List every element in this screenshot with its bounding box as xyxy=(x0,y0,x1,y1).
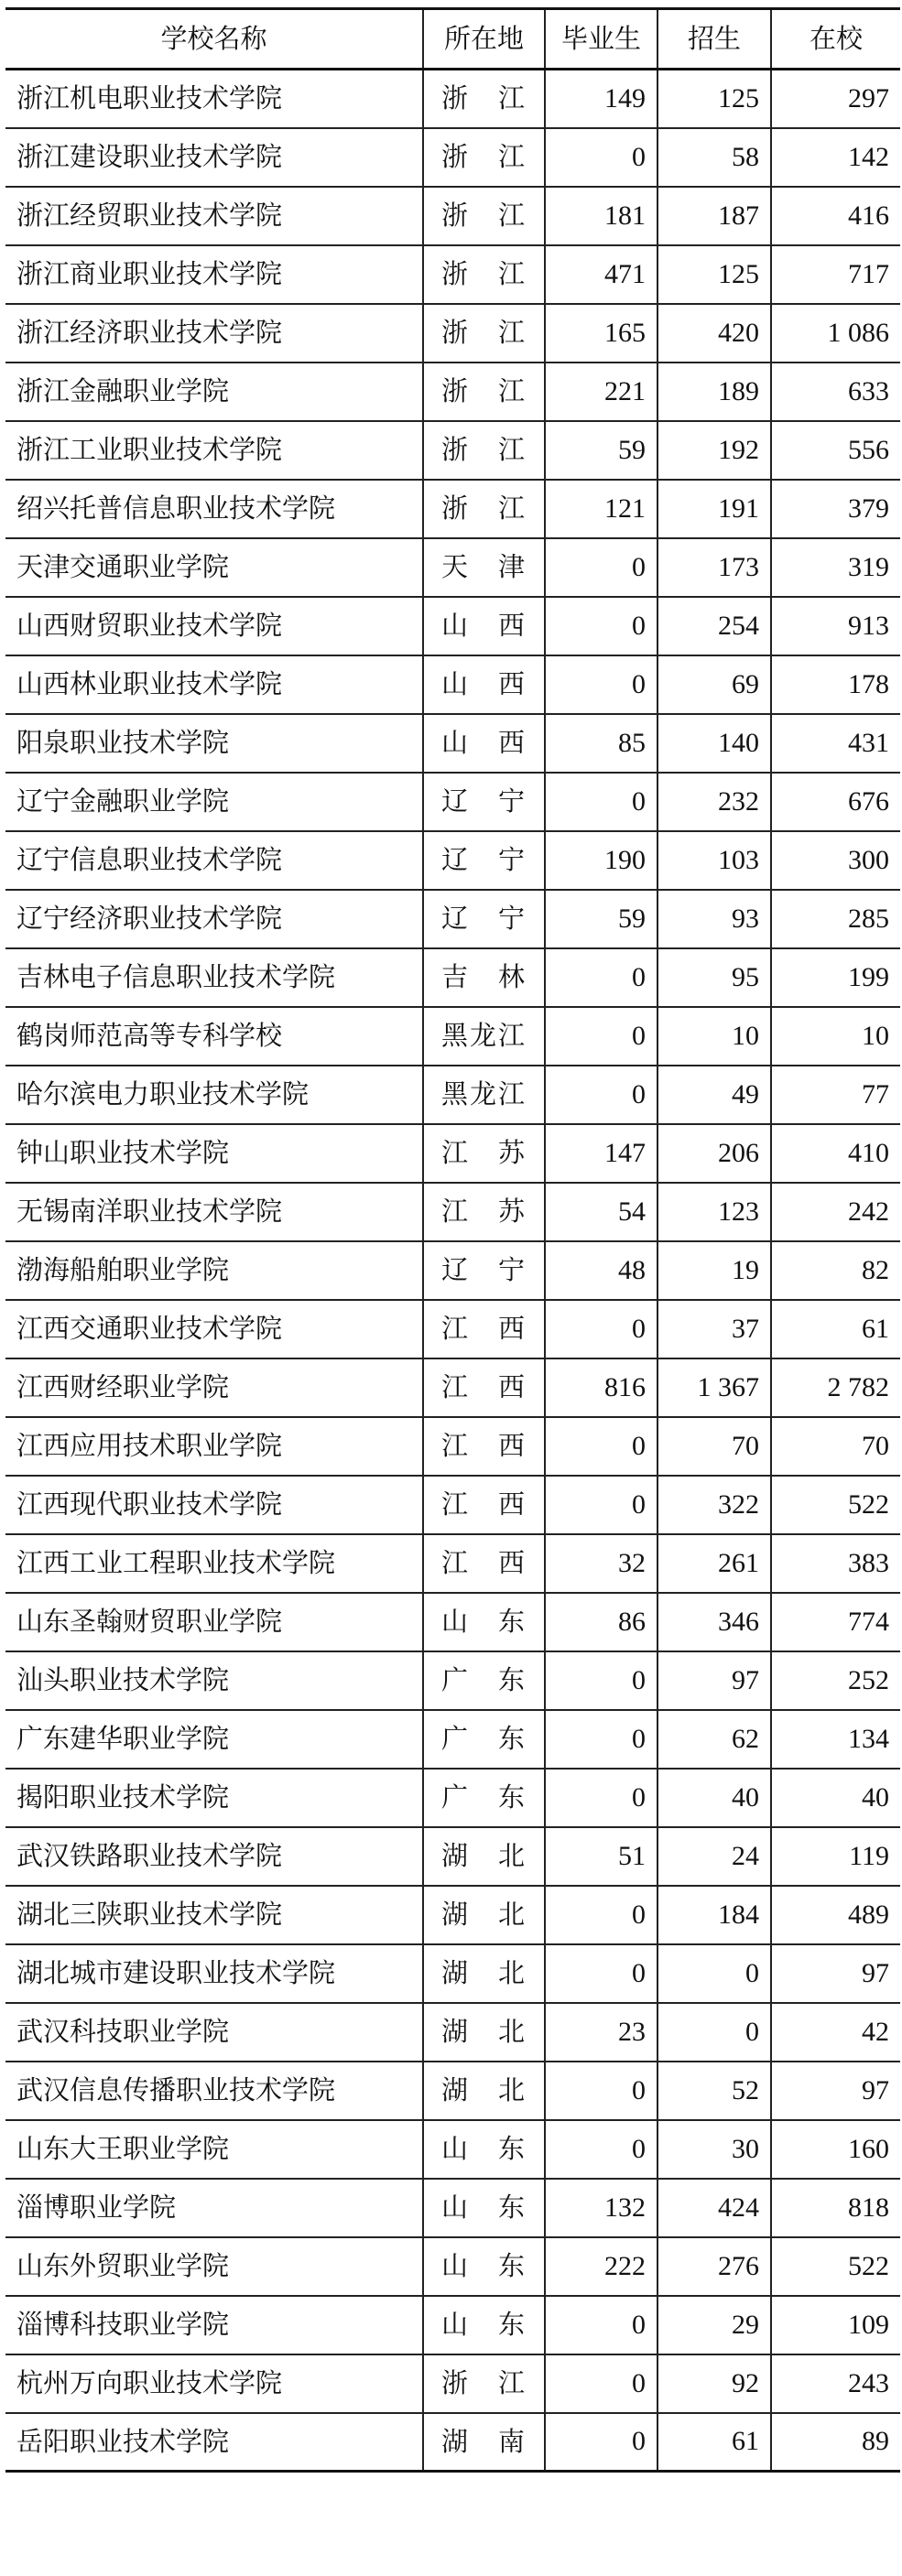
school-name-cell: 哈尔滨电力职业技术学院 xyxy=(5,1066,423,1124)
location-cell: 湖 南 xyxy=(423,2413,545,2472)
graduates-cell: 0 xyxy=(545,1066,657,1124)
in-school-cell: 410 xyxy=(771,1124,900,1183)
enrollment-cell: 189 xyxy=(657,363,771,421)
enrollment-cell: 125 xyxy=(657,70,771,128)
table-row xyxy=(5,1886,900,1944)
in-school-cell: 242 xyxy=(771,1183,900,1241)
location-cell: 辽 宁 xyxy=(423,1241,545,1300)
graduates-cell: 86 xyxy=(545,1593,657,1651)
enrollment-cell: 0 xyxy=(657,2003,771,2062)
graduates-cell: 0 xyxy=(545,1710,657,1769)
school-name-cell: 吉林电子信息职业技术学院 xyxy=(5,948,423,1007)
graduates-cell: 48 xyxy=(545,1241,657,1300)
school-name-cell: 浙江商业职业技术学院 xyxy=(5,245,423,304)
location-cell: 山 东 xyxy=(423,2120,545,2179)
table-row xyxy=(5,304,900,363)
table-row xyxy=(5,1769,900,1827)
graduates-cell: 0 xyxy=(545,1007,657,1066)
in-school-cell: 178 xyxy=(771,655,900,714)
table-row xyxy=(5,2179,900,2237)
in-school-cell: 1 086 xyxy=(771,304,900,363)
table-row xyxy=(5,421,900,480)
graduates-cell: 0 xyxy=(545,2296,657,2354)
graduates-cell: 0 xyxy=(545,1769,657,1827)
graduates-cell: 0 xyxy=(545,773,657,831)
graduates-cell: 0 xyxy=(545,655,657,714)
in-school-cell: 243 xyxy=(771,2354,900,2413)
in-school-cell: 42 xyxy=(771,2003,900,2062)
in-school-cell: 252 xyxy=(771,1651,900,1710)
in-school-cell: 40 xyxy=(771,1769,900,1827)
enrollment-cell: 191 xyxy=(657,480,771,538)
school-name-cell: 辽宁信息职业技术学院 xyxy=(5,831,423,890)
school-name-cell: 阳泉职业技术学院 xyxy=(5,714,423,773)
in-school-cell: 416 xyxy=(771,187,900,245)
table-row xyxy=(5,1534,900,1593)
graduates-cell: 0 xyxy=(545,2413,657,2472)
location-cell: 浙 江 xyxy=(423,245,545,304)
location-cell: 浙 江 xyxy=(423,128,545,187)
schools-table xyxy=(5,7,900,2473)
table-row xyxy=(5,538,900,597)
location-cell: 山 东 xyxy=(423,1593,545,1651)
location-cell: 山 东 xyxy=(423,2296,545,2354)
location-cell: 浙 江 xyxy=(423,421,545,480)
school-name-cell: 绍兴托普信息职业技术学院 xyxy=(5,480,423,538)
table-row xyxy=(5,714,900,773)
school-name-cell: 鹤岗师范高等专科学校 xyxy=(5,1007,423,1066)
table-body xyxy=(5,70,900,2472)
graduates-cell: 190 xyxy=(545,831,657,890)
enrollment-cell: 92 xyxy=(657,2354,771,2413)
table-row xyxy=(5,1183,900,1241)
table-row xyxy=(5,70,900,128)
enrollment-cell: 140 xyxy=(657,714,771,773)
location-cell: 浙 江 xyxy=(423,70,545,128)
header-in-school: 在校 xyxy=(771,9,900,70)
school-name-cell: 浙江金融职业学院 xyxy=(5,363,423,421)
in-school-cell: 556 xyxy=(771,421,900,480)
graduates-cell: 32 xyxy=(545,1534,657,1593)
location-cell: 江 西 xyxy=(423,1300,545,1358)
school-name-cell: 揭阳职业技术学院 xyxy=(5,1769,423,1827)
in-school-cell: 522 xyxy=(771,1476,900,1534)
header-location: 所在地 xyxy=(423,9,545,70)
graduates-cell: 0 xyxy=(545,1886,657,1944)
enrollment-cell: 40 xyxy=(657,1769,771,1827)
location-cell: 山 东 xyxy=(423,2179,545,2237)
enrollment-cell: 58 xyxy=(657,128,771,187)
school-name-cell: 岳阳职业技术学院 xyxy=(5,2413,423,2472)
in-school-cell: 285 xyxy=(771,890,900,948)
graduates-cell: 471 xyxy=(545,245,657,304)
enrollment-cell: 187 xyxy=(657,187,771,245)
graduates-cell: 59 xyxy=(545,421,657,480)
table-row xyxy=(5,1300,900,1358)
header-row xyxy=(5,9,900,70)
table-row xyxy=(5,655,900,714)
table-row xyxy=(5,1710,900,1769)
in-school-cell: 134 xyxy=(771,1710,900,1769)
in-school-cell: 717 xyxy=(771,245,900,304)
location-cell: 广 东 xyxy=(423,1651,545,1710)
graduates-cell: 221 xyxy=(545,363,657,421)
in-school-cell: 61 xyxy=(771,1300,900,1358)
graduates-cell: 0 xyxy=(545,1651,657,1710)
school-name-cell: 辽宁金融职业学院 xyxy=(5,773,423,831)
in-school-cell: 913 xyxy=(771,597,900,655)
school-name-cell: 杭州万向职业技术学院 xyxy=(5,2354,423,2413)
graduates-cell: 0 xyxy=(545,2062,657,2120)
table-row xyxy=(5,2413,900,2472)
table-row xyxy=(5,2354,900,2413)
enrollment-cell: 19 xyxy=(657,1241,771,1300)
location-cell: 湖 北 xyxy=(423,2003,545,2062)
enrollment-cell: 95 xyxy=(657,948,771,1007)
enrollment-cell: 49 xyxy=(657,1066,771,1124)
table-row xyxy=(5,1241,900,1300)
in-school-cell: 119 xyxy=(771,1827,900,1886)
in-school-cell: 774 xyxy=(771,1593,900,1651)
in-school-cell: 319 xyxy=(771,538,900,597)
school-name-cell: 浙江经济职业技术学院 xyxy=(5,304,423,363)
table-row xyxy=(5,773,900,831)
location-cell: 湖 北 xyxy=(423,2062,545,2120)
table-row xyxy=(5,1417,900,1476)
school-name-cell: 山西财贸职业技术学院 xyxy=(5,597,423,655)
table-row xyxy=(5,480,900,538)
enrollment-cell: 69 xyxy=(657,655,771,714)
location-cell: 天 津 xyxy=(423,538,545,597)
graduates-cell: 0 xyxy=(545,597,657,655)
school-name-cell: 湖北三陕职业技术学院 xyxy=(5,1886,423,1944)
graduates-cell: 121 xyxy=(545,480,657,538)
school-name-cell: 渤海船舶职业学院 xyxy=(5,1241,423,1300)
in-school-cell: 2 782 xyxy=(771,1358,900,1417)
enrollment-cell: 206 xyxy=(657,1124,771,1183)
table-row xyxy=(5,245,900,304)
table-row xyxy=(5,1007,900,1066)
header-enrollment: 招生 xyxy=(657,9,771,70)
graduates-cell: 0 xyxy=(545,128,657,187)
enrollment-cell: 97 xyxy=(657,1651,771,1710)
table-row xyxy=(5,363,900,421)
in-school-cell: 10 xyxy=(771,1007,900,1066)
school-name-cell: 山东圣翰财贸职业学院 xyxy=(5,1593,423,1651)
graduates-cell: 222 xyxy=(545,2237,657,2296)
table-row xyxy=(5,1651,900,1710)
location-cell: 浙 江 xyxy=(423,2354,545,2413)
graduates-cell: 51 xyxy=(545,1827,657,1886)
table-row xyxy=(5,1066,900,1124)
enrollment-cell: 123 xyxy=(657,1183,771,1241)
enrollment-cell: 37 xyxy=(657,1300,771,1358)
table-row xyxy=(5,187,900,245)
location-cell: 广 东 xyxy=(423,1710,545,1769)
in-school-cell: 489 xyxy=(771,1886,900,1944)
in-school-cell: 522 xyxy=(771,2237,900,2296)
school-name-cell: 淄博科技职业学院 xyxy=(5,2296,423,2354)
school-name-cell: 浙江机电职业技术学院 xyxy=(5,70,423,128)
graduates-cell: 0 xyxy=(545,1417,657,1476)
school-name-cell: 山东大王职业学院 xyxy=(5,2120,423,2179)
location-cell: 江 西 xyxy=(423,1358,545,1417)
location-cell: 山 西 xyxy=(423,655,545,714)
table-row xyxy=(5,2062,900,2120)
location-cell: 湖 北 xyxy=(423,1827,545,1886)
graduates-cell: 0 xyxy=(545,1300,657,1358)
graduates-cell: 181 xyxy=(545,187,657,245)
in-school-cell: 297 xyxy=(771,70,900,128)
table-row xyxy=(5,2003,900,2062)
enrollment-cell: 125 xyxy=(657,245,771,304)
enrollment-cell: 254 xyxy=(657,597,771,655)
in-school-cell: 300 xyxy=(771,831,900,890)
school-name-cell: 广东建华职业学院 xyxy=(5,1710,423,1769)
enrollment-cell: 261 xyxy=(657,1534,771,1593)
table-row xyxy=(5,2296,900,2354)
enrollment-cell: 276 xyxy=(657,2237,771,2296)
in-school-cell: 97 xyxy=(771,1944,900,2003)
graduates-cell: 0 xyxy=(545,948,657,1007)
enrollment-cell: 70 xyxy=(657,1417,771,1476)
enrollment-cell: 232 xyxy=(657,773,771,831)
location-cell: 江 苏 xyxy=(423,1183,545,1241)
table-header xyxy=(5,9,900,70)
location-cell: 浙 江 xyxy=(423,304,545,363)
table-row xyxy=(5,1827,900,1886)
table-row xyxy=(5,2237,900,2296)
school-name-cell: 无锡南洋职业技术学院 xyxy=(5,1183,423,1241)
location-cell: 山 东 xyxy=(423,2237,545,2296)
enrollment-cell: 61 xyxy=(657,2413,771,2472)
school-name-cell: 浙江建设职业技术学院 xyxy=(5,128,423,187)
graduates-cell: 85 xyxy=(545,714,657,773)
school-name-cell: 江西现代职业技术学院 xyxy=(5,1476,423,1534)
school-name-cell: 淄博职业学院 xyxy=(5,2179,423,2237)
enrollment-cell: 103 xyxy=(657,831,771,890)
school-name-cell: 江西工业工程职业技术学院 xyxy=(5,1534,423,1593)
enrollment-cell: 30 xyxy=(657,2120,771,2179)
in-school-cell: 199 xyxy=(771,948,900,1007)
location-cell: 山 西 xyxy=(423,597,545,655)
school-name-cell: 江西交通职业技术学院 xyxy=(5,1300,423,1358)
graduates-cell: 149 xyxy=(545,70,657,128)
in-school-cell: 109 xyxy=(771,2296,900,2354)
enrollment-cell: 322 xyxy=(657,1476,771,1534)
in-school-cell: 633 xyxy=(771,363,900,421)
location-cell: 辽 宁 xyxy=(423,831,545,890)
enrollment-cell: 93 xyxy=(657,890,771,948)
location-cell: 山 西 xyxy=(423,714,545,773)
graduates-cell: 0 xyxy=(545,2354,657,2413)
in-school-cell: 379 xyxy=(771,480,900,538)
enrollment-cell: 10 xyxy=(657,1007,771,1066)
location-cell: 黑龙江 xyxy=(423,1066,545,1124)
school-name-cell: 江西应用技术职业学院 xyxy=(5,1417,423,1476)
in-school-cell: 70 xyxy=(771,1417,900,1476)
enrollment-cell: 0 xyxy=(657,1944,771,2003)
header-graduates: 毕业生 xyxy=(545,9,657,70)
school-name-cell: 山东外贸职业学院 xyxy=(5,2237,423,2296)
location-cell: 浙 江 xyxy=(423,187,545,245)
graduates-cell: 54 xyxy=(545,1183,657,1241)
graduates-cell: 816 xyxy=(545,1358,657,1417)
enrollment-cell: 62 xyxy=(657,1710,771,1769)
graduates-cell: 59 xyxy=(545,890,657,948)
location-cell: 黑龙江 xyxy=(423,1007,545,1066)
school-name-cell: 辽宁经济职业技术学院 xyxy=(5,890,423,948)
header-school-name: 学校名称 xyxy=(5,9,423,70)
school-name-cell: 武汉铁路职业技术学院 xyxy=(5,1827,423,1886)
in-school-cell: 77 xyxy=(771,1066,900,1124)
location-cell: 湖 北 xyxy=(423,1886,545,1944)
location-cell: 辽 宁 xyxy=(423,773,545,831)
in-school-cell: 89 xyxy=(771,2413,900,2472)
school-name-cell: 天津交通职业学院 xyxy=(5,538,423,597)
graduates-cell: 132 xyxy=(545,2179,657,2237)
table-row xyxy=(5,1124,900,1183)
school-name-cell: 浙江工业职业技术学院 xyxy=(5,421,423,480)
location-cell: 江 西 xyxy=(423,1534,545,1593)
enrollment-cell: 52 xyxy=(657,2062,771,2120)
enrollment-cell: 24 xyxy=(657,1827,771,1886)
table-row xyxy=(5,1358,900,1417)
table-row xyxy=(5,890,900,948)
school-name-cell: 武汉科技职业学院 xyxy=(5,2003,423,2062)
table-row xyxy=(5,831,900,890)
enrollment-cell: 1 367 xyxy=(657,1358,771,1417)
table-row xyxy=(5,1593,900,1651)
location-cell: 江 西 xyxy=(423,1476,545,1534)
school-name-cell: 浙江经贸职业技术学院 xyxy=(5,187,423,245)
location-cell: 湖 北 xyxy=(423,1944,545,2003)
location-cell: 浙 江 xyxy=(423,363,545,421)
in-school-cell: 431 xyxy=(771,714,900,773)
enrollment-cell: 420 xyxy=(657,304,771,363)
in-school-cell: 142 xyxy=(771,128,900,187)
graduates-cell: 165 xyxy=(545,304,657,363)
graduates-cell: 0 xyxy=(545,2120,657,2179)
school-name-cell: 武汉信息传播职业技术学院 xyxy=(5,2062,423,2120)
school-name-cell: 湖北城市建设职业技术学院 xyxy=(5,1944,423,2003)
school-name-cell: 山西林业职业技术学院 xyxy=(5,655,423,714)
graduates-cell: 23 xyxy=(545,2003,657,2062)
in-school-cell: 676 xyxy=(771,773,900,831)
in-school-cell: 383 xyxy=(771,1534,900,1593)
enrollment-cell: 173 xyxy=(657,538,771,597)
table-row xyxy=(5,597,900,655)
enrollment-cell: 184 xyxy=(657,1886,771,1944)
location-cell: 广 东 xyxy=(423,1769,545,1827)
location-cell: 吉 林 xyxy=(423,948,545,1007)
graduates-cell: 0 xyxy=(545,538,657,597)
graduates-cell: 0 xyxy=(545,1944,657,2003)
enrollment-cell: 424 xyxy=(657,2179,771,2237)
table-row xyxy=(5,2120,900,2179)
table-row xyxy=(5,1476,900,1534)
table-row xyxy=(5,128,900,187)
location-cell: 浙 江 xyxy=(423,480,545,538)
table-row xyxy=(5,948,900,1007)
in-school-cell: 97 xyxy=(771,2062,900,2120)
enrollment-cell: 346 xyxy=(657,1593,771,1651)
school-name-cell: 江西财经职业学院 xyxy=(5,1358,423,1417)
school-name-cell: 钟山职业技术学院 xyxy=(5,1124,423,1183)
location-cell: 江 西 xyxy=(423,1417,545,1476)
graduates-cell: 0 xyxy=(545,1476,657,1534)
enrollment-cell: 29 xyxy=(657,2296,771,2354)
in-school-cell: 818 xyxy=(771,2179,900,2237)
in-school-cell: 160 xyxy=(771,2120,900,2179)
enrollment-cell: 192 xyxy=(657,421,771,480)
location-cell: 辽 宁 xyxy=(423,890,545,948)
graduates-cell: 147 xyxy=(545,1124,657,1183)
location-cell: 江 苏 xyxy=(423,1124,545,1183)
school-name-cell: 汕头职业技术学院 xyxy=(5,1651,423,1710)
table-row xyxy=(5,1944,900,2003)
in-school-cell: 82 xyxy=(771,1241,900,1300)
